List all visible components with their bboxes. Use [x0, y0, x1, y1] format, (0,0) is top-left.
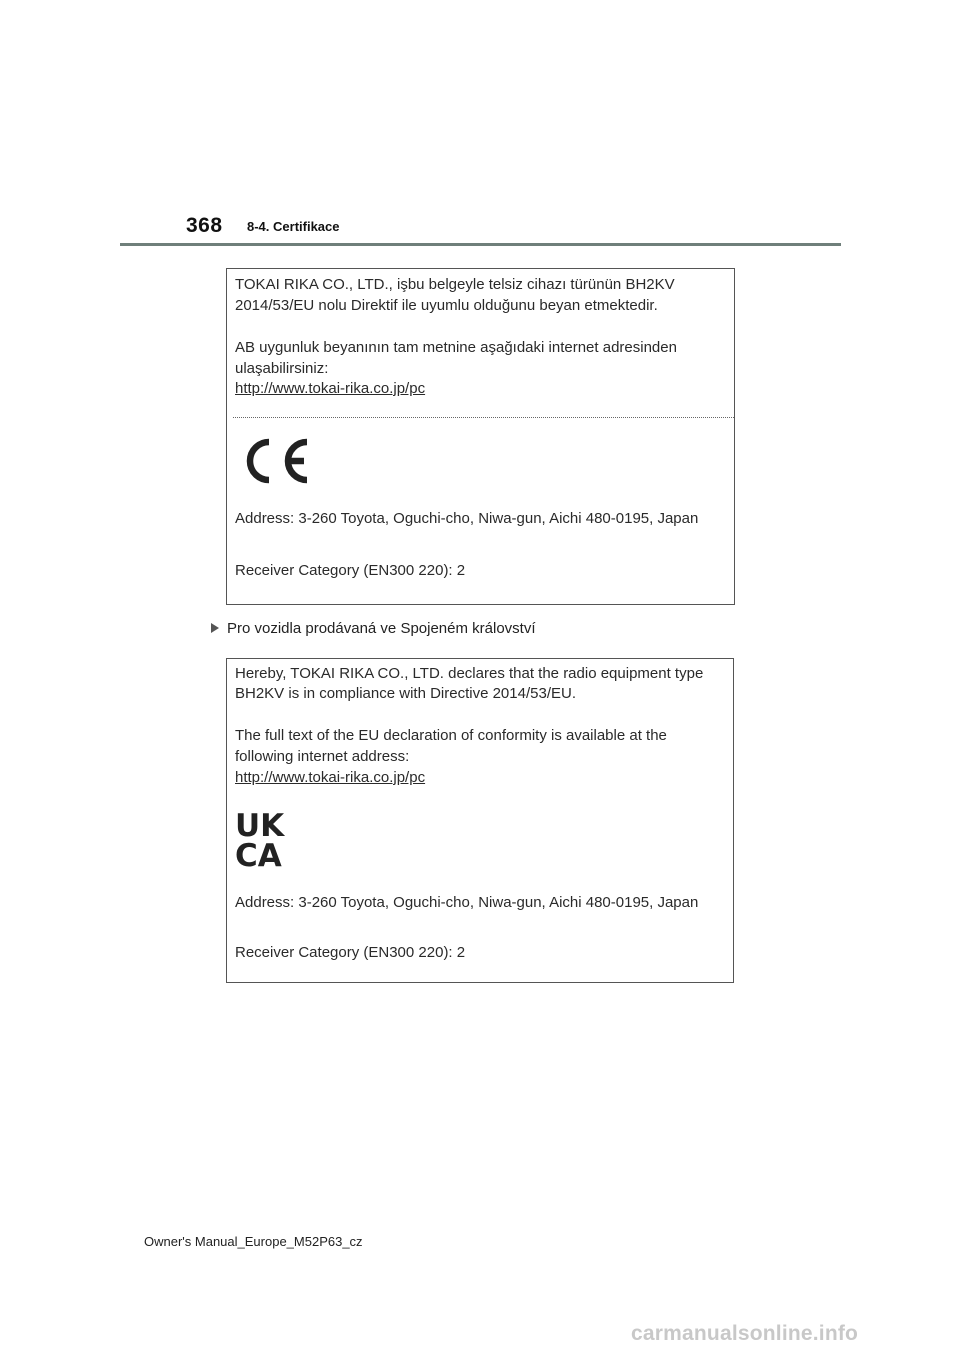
declaration-line: BH2KV is in compliance with Directive 2014/53/EU. [235, 685, 576, 702]
page-number: 368 [186, 214, 223, 237]
declaration-box-turkey [226, 268, 735, 605]
declaration-line: The full text of the EU declaration of conformity is available at the [235, 727, 667, 744]
declaration-box-uk [226, 658, 734, 983]
declaration-line: following internet address: [235, 748, 410, 765]
manufacturer-address: Address: 3-260 Toyota, Oguchi-cho, Niwa-gun, Aichi 480-0195, Japan [235, 510, 699, 527]
ukca-mark-line: CA [235, 838, 282, 869]
header-rule [120, 243, 841, 246]
declaration-link[interactable]: http://www.tokai-rika.co.jp/pc [235, 769, 426, 786]
ukca-mark-line: UK [235, 809, 285, 844]
uk-section-heading [211, 620, 536, 637]
ce-mark-icon [241, 435, 311, 487]
uk-heading-text: Pro vozidla prodávaná ve Spojeném království [227, 620, 536, 637]
declaration-line: TOKAI RIKA CO., LTD., işbu belgeyle telsiz cihazı türünün BH2KV [235, 276, 675, 293]
watermark: carmanualsonline.info [631, 1322, 859, 1345]
ukca-mark-icon [235, 809, 297, 869]
triangle-bullet-icon [211, 623, 219, 633]
receiver-category: Receiver Category (EN300 220): 2 [235, 562, 466, 579]
section-title: 8-4. Certifikace [247, 219, 340, 234]
manufacturer-address: Address: 3-260 Toyota, Oguchi-cho, Niwa-gun, Aichi 480-0195, Japan [235, 894, 699, 911]
declaration-line: AB uygunluk beyanının tam metnine aşağıdaki internet adresinden [235, 339, 677, 356]
dotted-divider [233, 417, 734, 418]
receiver-category: Receiver Category (EN300 220): 2 [235, 944, 466, 961]
footer-manual-id: Owner's Manual_Europe_M52P63_cz [144, 1234, 363, 1249]
declaration-line: ulaşabilirsiniz: [235, 360, 329, 377]
declaration-line: Hereby, TOKAI RIKA CO., LTD. declares that the radio equipment type [235, 665, 704, 682]
declaration-link[interactable]: http://www.tokai-rika.co.jp/pc [235, 380, 426, 397]
declaration-line: 2014/53/EU nolu Direktif ile uyumlu olduğunu beyan etmektedir. [235, 297, 658, 314]
